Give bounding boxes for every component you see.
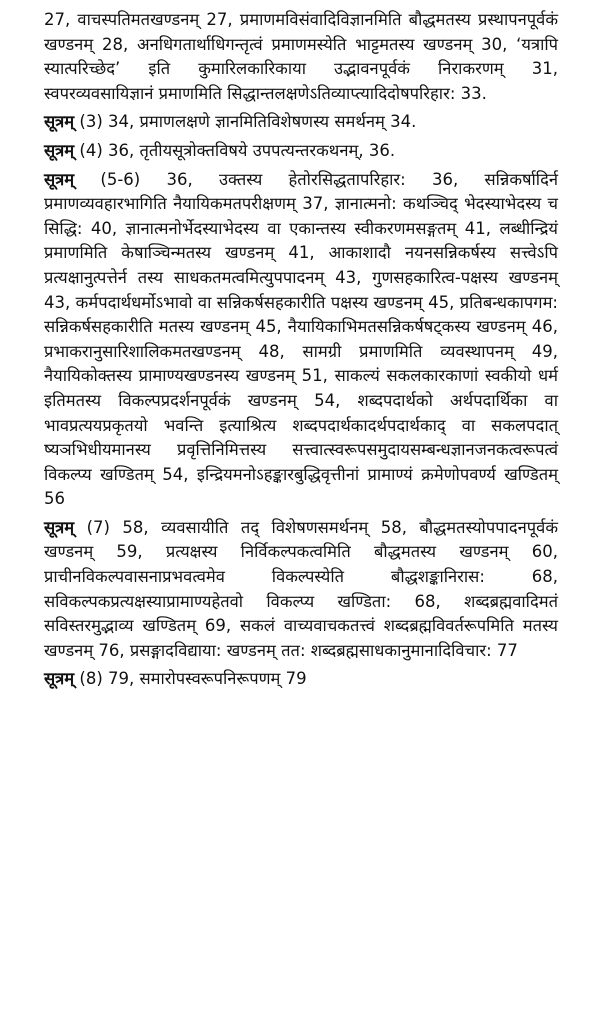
sutra-label: सूत्रम्	[44, 169, 75, 189]
sutra-label: सूत्रम्	[44, 669, 75, 689]
sutra-label: सूत्रम्	[44, 112, 75, 132]
paragraph-text: (3) 34, प्रमाणलक्षणे ज्ञानमितिविशेषणस्य समर्थनम् 34.	[74, 112, 417, 132]
paragraph-5	[44, 516, 558, 664]
paragraph-text: (5-6) 36, उक्तस्य हेतोरसिद्धतापरिहार: 36, सन्निकर्षादिर्न प्रमाणव्यवहारभागिति नैयायिकमतपरीक्षणम् 37, ज्ञानात्मनो: कथञ्चिद् भेदस्याभेदस्य च सिद्धि: 40, ज्ञानात्मनोर्भेदस्याभेदस्य वा एकान्तस्य स्वीकरणमसङ्गतम् 41, लब्धीन्द्रियं प्रमाणमिति केषाञ्चिन्मतस्य खण्डनम् 41, आकाशादौ नयनसन्निकर्षस्य सत्त्वेऽपि प्रत्यक्षानुत्पत्तेर्न तस्य साधकतमत्वमित्युपपादनम् 43, गुणसहकारित्व-पक्षस्य खण्डनम् 43, कर्मपदार्थधर्मोऽभावो वा सन्निकर्षसहकारीति पक्षस्य खण्डनम् 45, प्रतिबन्धकापगम: सन्निकर्षसहकारीति मतस्य खण्डनम् 45, नैयायिकाभिमतसन्निकर्षषट्कस्य खण्डनम् 46, प्रभाकरानुसारिशालिकमतखण्डनम् 48, सामग्री प्रमाणमिति व्यवस्थापनम् 49, नैयायिकोक्तस्य प्रामाण्यखण्डनस्य खण्डनम् 51, साकल्यं सकलकारकाणां स्वकीयो धर्म इतिमतस्य विकल्पप्रदर्शनपूर्वकं खण्डनम् 54, शब्दपदार्थको अर्थपदार्थिका वा भावप्रत्ययप्रकृतयो भवन्ति इत्याश्रित्य शब्दपदार्थकादर्थपदार्थकाद् वा सकलपदात् ष्यञभिधीयमानस्य प्रवृत्तिनिमित्तस्य सत्त्वात्स्वरूपसमुदायसम्बन्धज्ञानजनकत्वरूपत्वं विकल्प्य खण्डितम् 54, इन्द्रियमनोऽहङ्कारबुद्धिवृत्तीनां प्रामाण्यं क्रमेणोपवर्ण्य खण्डितम् 56	[44, 169, 558, 509]
paragraph-1	[44, 8, 558, 106]
paragraph-text: (4) 36, तृतीयसूत्रोक्तविषये उपपत्यन्तरकथनम्, 36.	[74, 140, 396, 160]
paragraph-2	[44, 110, 558, 135]
paragraph-text: 27, वाचस्पतिमतखण्डनम् 27, प्रमाणमविसंवादिविज्ञानमिति बौद्धमतस्य प्रस्थापनपूर्वकं खण्डनम् 28, अनधिगतार्थाधिगन्तृत्वं प्रमाणमस्येति भाट्टमतस्य खण्डनम् 30, ‘यत्रापि स्यात्परिच्छेद’ इति कुमारिलकारिकाया उद्भावनपूर्वकं निराकरणम् 31, स्वपरव्यवसायिज्ञानं प्रमाणमिति सिद्धान्तलक्षणेऽतिव्याप्त्यादिदोषपरिहार: 33.	[44, 10, 558, 103]
sutra-label: सूत्रम्	[44, 517, 75, 537]
sutra-label: सूत्रम्	[44, 140, 75, 160]
paragraph-6	[44, 667, 558, 692]
paragraph-text: (8) 79, समारोपस्वरूपनिरूपणम् 79	[74, 669, 307, 689]
paragraph-3	[44, 139, 558, 164]
paragraph-4	[44, 168, 558, 512]
paragraph-text: (7) 58, व्यवसायीति तद् विशेषणसमर्थनम् 58, बौद्धमतस्योपपादनपूर्वकं खण्डनम् 59, प्रत्यक्षस्य निर्विकल्पकत्वमिति बौद्धमतस्य खण्डनम् 60, प्राचीनविकल्पवासनाप्रभवत्वमेव विकल्पस्येति बौद्धशङ्कानिरास: 68, सविकल्पकप्रत्यक्षस्याप्रामाण्यहेतवो विकल्प्य खण्डिता: 68, शब्दब्रह्मवादिमतं सविस्तरमुद्भाव्य खण्डितम् 69, सकलं वाच्यवाचकतत्त्वं शब्दब्रह्मविवर्तरूपमिति मतस्य खण्डनम् 76, प्रसङ्गादविद्याया: खण्डनम् तत: शब्दब्रह्मसाधकानुमानादिविचार: 77	[44, 517, 558, 660]
